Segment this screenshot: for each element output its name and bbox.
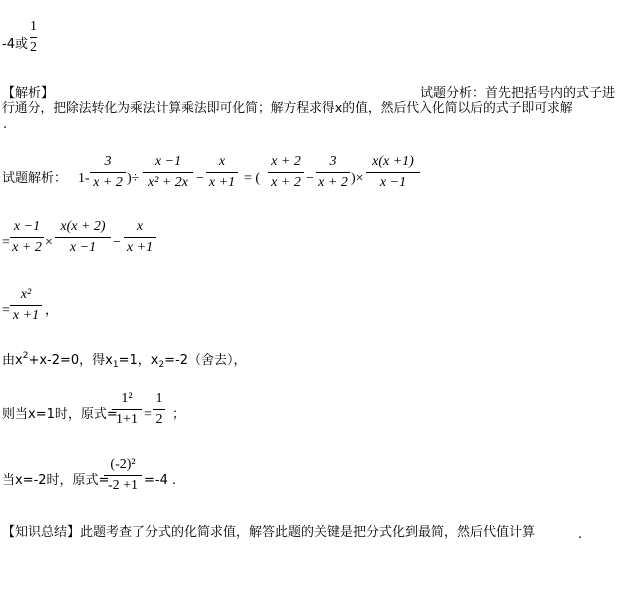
step2-minus: − — [113, 235, 121, 250]
step4-text-a: 由x — [2, 353, 23, 368]
step1-fraction-4 — [268, 155, 304, 190]
step1-close-times: )× — [351, 171, 364, 186]
numerator: x — [136, 219, 144, 234]
denominator: x +1 — [126, 240, 154, 255]
numerator: x(x +1) — [372, 154, 414, 169]
analysis-heading: 【解析】 — [2, 86, 55, 101]
numerator: (-2)² — [110, 457, 136, 472]
step5-tail: ； — [172, 407, 186, 422]
fraction-bar — [316, 172, 350, 173]
step1-minus: − — [196, 171, 204, 186]
denominator: x + 2 — [93, 175, 123, 190]
numerator: 3 — [104, 154, 112, 169]
numerator: 3 — [329, 154, 337, 169]
step1-fraction-2 — [143, 155, 193, 190]
answer-prefix: -4或 — [2, 37, 28, 52]
step5-equals: = — [144, 407, 152, 422]
denominator: x −1 — [69, 240, 97, 255]
step3-fraction — [10, 288, 42, 323]
numerator: x² — [20, 287, 32, 302]
step6-text: 当x=-2时，原式= — [2, 473, 110, 488]
step6-fraction — [104, 458, 142, 493]
step4-text-d: =-2（舍去）， — [164, 353, 247, 368]
step5-fraction-2 — [153, 392, 165, 427]
step1-fraction-5 — [316, 155, 350, 190]
denominator: 1+1 — [116, 412, 138, 427]
answer-fraction-numerator: 1 — [30, 19, 37, 34]
fraction-bar — [366, 172, 420, 173]
answer-fraction — [30, 20, 37, 55]
fraction-bar — [153, 409, 165, 410]
numerator: x −1 — [13, 219, 41, 234]
denominator: x + 2 — [12, 240, 42, 255]
step1-close-divide: )÷ — [127, 171, 140, 186]
denominator: x +1 — [12, 308, 40, 323]
numerator: x — [218, 154, 226, 169]
step1-fraction-3 — [206, 155, 238, 190]
step5-fraction-1 — [112, 392, 142, 427]
denominator: -2 +1 — [107, 478, 139, 493]
fraction-bar — [124, 237, 156, 238]
numerator: x(x + 2) — [60, 219, 106, 234]
knowledge-summary: 【知识总结】此题考查了分式的化简求值，解答此题的关键是把分式化到最简，然后代值计算 — [2, 525, 536, 540]
step1-minus-2: − — [306, 171, 314, 186]
step2-fraction-3 — [124, 220, 156, 255]
numerator: 1² — [121, 391, 133, 406]
step1-fraction-6 — [366, 155, 420, 190]
fraction-bar — [10, 305, 42, 306]
step1-fraction-1 — [90, 155, 126, 190]
step2-equals: = — [2, 235, 10, 250]
denominator: x + 2 — [318, 175, 348, 190]
step4-text-c: =1，x — [118, 353, 159, 368]
denominator: 2 — [155, 412, 163, 427]
denominator: x −1 — [379, 175, 407, 190]
fraction-bar — [55, 237, 111, 238]
fraction-bar — [268, 172, 304, 173]
numerator: x + 2 — [271, 154, 301, 169]
step4-equation-line — [2, 352, 247, 370]
subscript: 2 — [158, 360, 165, 370]
numerator: x −1 — [154, 154, 182, 169]
fraction-bar — [104, 475, 142, 476]
step1-equals-open: = ( — [244, 171, 261, 186]
denominator: x² + 2x — [147, 175, 189, 190]
step6-tail: =-4 . — [144, 473, 177, 488]
answer-fraction-denominator: 2 — [30, 40, 37, 55]
superscript: 2 — [22, 351, 29, 361]
fraction-bar — [206, 172, 238, 173]
fraction-bar — [112, 409, 142, 410]
step3-tail: ， — [45, 303, 59, 318]
analysis-line-2: 行通分，把除法转化为乘法计算乘法即可化简；解方程求得x的值，然后代入化简以后的式子即可求解 — [2, 101, 573, 116]
step4-text-b: +x-2=0，得x — [28, 353, 113, 368]
analysis-line-1: 试题分析：首先把括号内的式子进 — [420, 86, 616, 101]
step5-text: 则当x=1时，原式= — [2, 407, 118, 422]
fraction-bar — [10, 237, 44, 238]
step1-one-minus: 1- — [78, 171, 90, 186]
numerator: 1 — [155, 391, 163, 406]
denominator: x + 2 — [271, 175, 301, 190]
analysis-line-3: . — [3, 117, 8, 132]
fraction-bar — [90, 172, 126, 173]
summary-dot: . — [578, 527, 583, 542]
fraction-bar — [143, 172, 193, 173]
step3-equals: = — [2, 303, 10, 318]
step2-fraction-1 — [10, 220, 44, 255]
solution-label: 试题解析： — [2, 171, 68, 186]
step2-fraction-2 — [55, 220, 111, 255]
subscript: 1 — [112, 360, 119, 370]
step2-times: × — [45, 235, 53, 250]
denominator: x +1 — [208, 175, 236, 190]
fraction-bar — [30, 37, 37, 38]
